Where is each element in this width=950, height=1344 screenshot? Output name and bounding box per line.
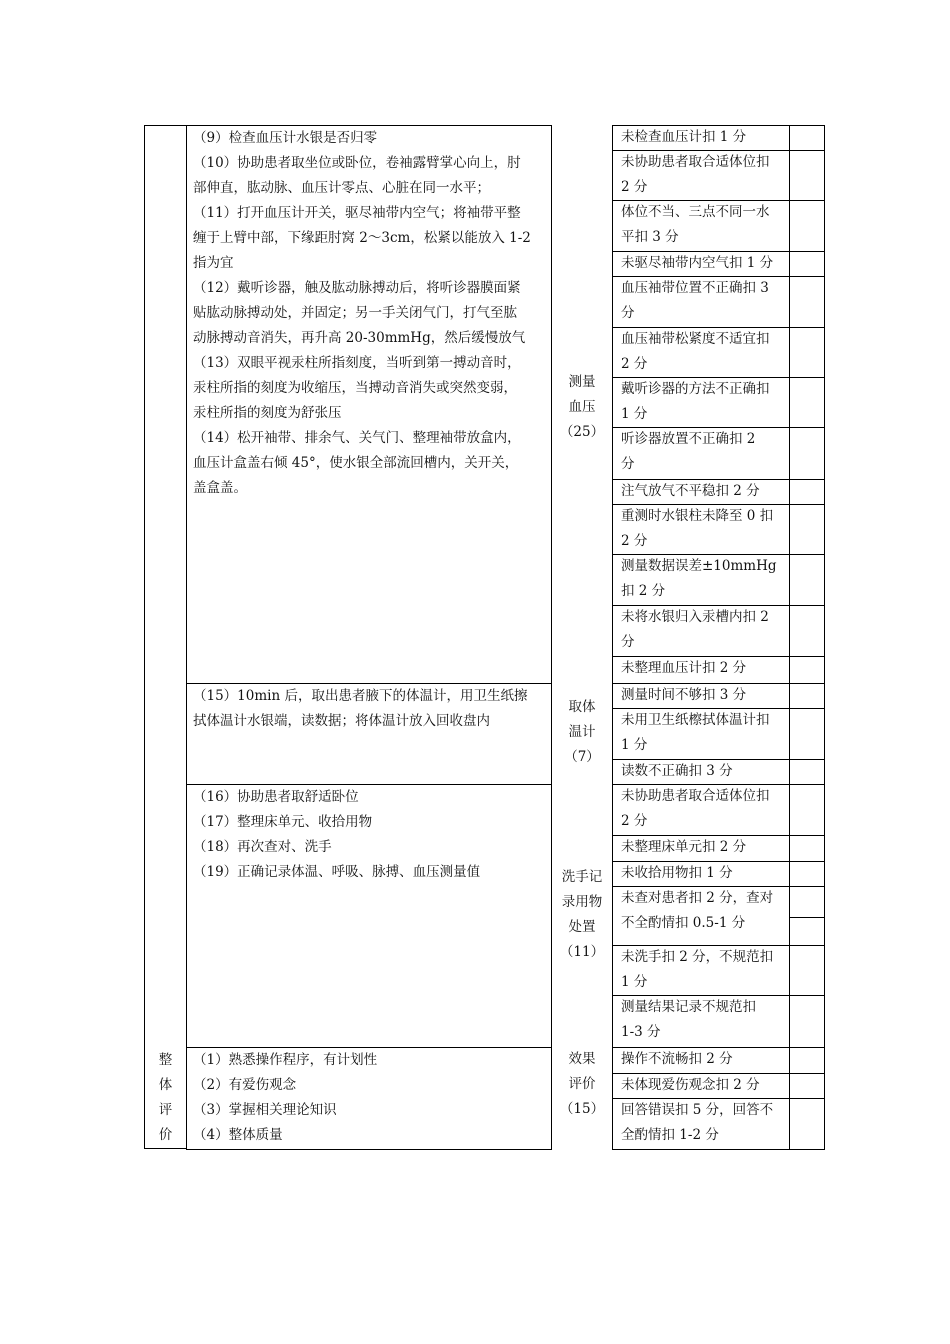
section-label: 评 bbox=[158, 1102, 173, 1118]
step-text: （18）再次查对、洗手 bbox=[193, 839, 332, 855]
category-label: 录用物 bbox=[561, 894, 603, 910]
deduction-text: 未收拾用物扣 1 分 bbox=[621, 865, 733, 881]
step-text: （2）有爱伤观念 bbox=[193, 1077, 297, 1093]
step-text: （10）协助患者取坐位或卧位，卷袖露臂掌心向上，肘 bbox=[193, 155, 521, 171]
deduction-text: 未整理血压计扣 2 分 bbox=[621, 660, 747, 676]
row-divider bbox=[186, 1149, 552, 1150]
deduction-text: 1-3 分 bbox=[621, 1024, 661, 1040]
deduction-text: 分 bbox=[621, 305, 635, 321]
category-label: （15） bbox=[559, 1101, 605, 1117]
step-text: 血压计盒盖右倾 45°，使水银全部流回槽内，关开关， bbox=[193, 455, 519, 471]
deduction-text: 测量结果记录不规范扣 bbox=[621, 999, 756, 1015]
deduction-text: 全酌情扣 1-2 分 bbox=[621, 1127, 719, 1143]
deduction-text: 分 bbox=[621, 456, 635, 472]
step-text: （3）掌握相关理论知识 bbox=[193, 1102, 337, 1118]
deduction-text: 未将水银归入汞槽内扣 2 bbox=[621, 609, 769, 625]
table-bottom-border bbox=[144, 1148, 187, 1149]
step-text: （9）检查血压计水银是否归零 bbox=[193, 130, 378, 146]
category-label: 测量 bbox=[568, 374, 596, 390]
deduction-text: 未检查血压计扣 1 分 bbox=[621, 129, 747, 145]
step-text: 盖盒盖。 bbox=[193, 480, 247, 496]
table-top-border bbox=[144, 125, 187, 126]
column-divider bbox=[186, 125, 187, 1149]
deduction-text: 2 分 bbox=[621, 533, 648, 549]
category-label: 血压 bbox=[568, 399, 596, 415]
deduction-text: 不全酌情扣 0.5-1 分 bbox=[621, 915, 746, 931]
step-text: （12）戴听诊器，触及肱动脉搏动后，将听诊器膜面紧 bbox=[193, 280, 521, 296]
deduction-text: 未体现爱伤观念扣 2 分 bbox=[621, 1077, 760, 1093]
category-label: 处置 bbox=[568, 919, 596, 935]
deduction-text: 未协助患者取合适体位扣 bbox=[621, 154, 770, 170]
deduction-text: 未整理床单元扣 2 分 bbox=[621, 839, 747, 855]
category-label: 洗手记 bbox=[561, 869, 603, 885]
category-label: 取体 bbox=[568, 699, 596, 715]
step-text: 指为宜 bbox=[193, 255, 234, 271]
deduction-text: 注气放气不平稳扣 2 分 bbox=[621, 483, 760, 499]
deduction-text: 回答错误扣 5 分，回答不 bbox=[621, 1102, 774, 1118]
step-text: （1）熟悉操作程序，有计划性 bbox=[193, 1052, 378, 1068]
deduction-text: 1 分 bbox=[621, 737, 648, 753]
step-text: （14）松开袖带、排余气、关气门、整理袖带放盒内， bbox=[193, 430, 521, 446]
step-text: 汞柱所指的刻度为舒张压 bbox=[193, 405, 342, 421]
deduction-text: 1 分 bbox=[621, 406, 648, 422]
step-text: （4）整体质量 bbox=[193, 1127, 283, 1143]
deduction-text: 血压袖带位置不正确扣 3 bbox=[621, 280, 769, 296]
deduction-text: 读数不正确扣 3 分 bbox=[621, 763, 733, 779]
deduction-text: 测量时间不够扣 3 分 bbox=[621, 687, 747, 703]
deduction-text: 血压袖带松紧度不适宜扣 bbox=[621, 331, 770, 347]
category-label: 评价 bbox=[568, 1076, 596, 1092]
category-label: 温计 bbox=[568, 724, 596, 740]
score-divider bbox=[789, 917, 825, 918]
step-text: 部伸直，肱动脉、血压计零点、心脏在同一水平； bbox=[193, 180, 490, 196]
deduction-text: 1 分 bbox=[621, 974, 648, 990]
step-text: （13）双眼平视汞柱所指刻度，当听到第一搏动音时， bbox=[193, 355, 521, 371]
deduction-text: 未协助患者取合适体位扣 bbox=[621, 788, 770, 804]
section-label: 整 bbox=[158, 1052, 173, 1068]
section-label: 体 bbox=[158, 1077, 173, 1093]
deduction-text: 未用卫生纸檫拭体温计扣 bbox=[621, 712, 770, 728]
deduction-text: 体位不当、三点不同一水 bbox=[621, 204, 770, 220]
column-divider bbox=[551, 125, 552, 1149]
section-label: 价 bbox=[158, 1127, 173, 1143]
table-left-border bbox=[144, 125, 145, 1149]
deduction-text: 2 分 bbox=[621, 356, 648, 372]
step-text: 贴肱动脉搏动处，并固定；另一手关闭气门，打气至肱 bbox=[193, 305, 517, 321]
deduction-text: 2 分 bbox=[621, 813, 648, 829]
step-text: 拭体温计水银端，读数据；将体温计放入回收盘内 bbox=[193, 713, 490, 729]
deduction-text: 未洗手扣 2 分，不规范扣 bbox=[621, 949, 774, 965]
deduction-text: 重测时水银柱未降至 0 扣 bbox=[621, 508, 774, 524]
deduction-divider bbox=[612, 1149, 825, 1150]
deduction-text: 戴听诊器的方法不正确扣 bbox=[621, 381, 770, 397]
category-label: （11） bbox=[559, 944, 605, 960]
deduction-text: 平扣 3 分 bbox=[621, 229, 679, 245]
step-text: （19）正确记录体温、呼吸、脉搏、血压测量值 bbox=[193, 864, 481, 880]
deduction-text: 操作不流畅扣 2 分 bbox=[621, 1051, 733, 1067]
deduction-text: 未查对患者扣 2 分，查对 bbox=[621, 890, 774, 906]
category-label: 效果 bbox=[568, 1051, 596, 1067]
step-text: （15）10min 后，取出患者腋下的体温计，用卫生纸擦 bbox=[193, 688, 528, 704]
deduction-text: 2 分 bbox=[621, 179, 648, 195]
deduction-text: 未驱尽袖带内空气扣 1 分 bbox=[621, 255, 774, 271]
step-text: （17）整理床单元、收拾用物 bbox=[193, 814, 373, 830]
step-text: 汞柱所指的刻度为收缩压，当搏动音消失或突然变弱， bbox=[193, 380, 517, 396]
category-label: （25） bbox=[559, 424, 605, 440]
deduction-text: 扣 2 分 bbox=[621, 583, 666, 599]
category-label: （7） bbox=[564, 749, 600, 765]
deduction-text: 分 bbox=[621, 634, 635, 650]
deduction-text: 听诊器放置不正确扣 2 bbox=[621, 431, 756, 447]
step-text: 缠于上臂中部，下缘距肘窝 2～3cm，松紧以能放入 1-2 bbox=[193, 230, 531, 246]
step-text: 动脉搏动音消失，再升高 20-30mmHg，然后缓慢放气 bbox=[193, 330, 526, 346]
deduction-text: 测量数据误差±10mmHg bbox=[621, 558, 777, 574]
step-text: （16）协助患者取舒适卧位 bbox=[193, 789, 359, 805]
step-text: （11）打开血压计开关，驱尽袖带内空气；将袖带平整 bbox=[193, 205, 521, 221]
